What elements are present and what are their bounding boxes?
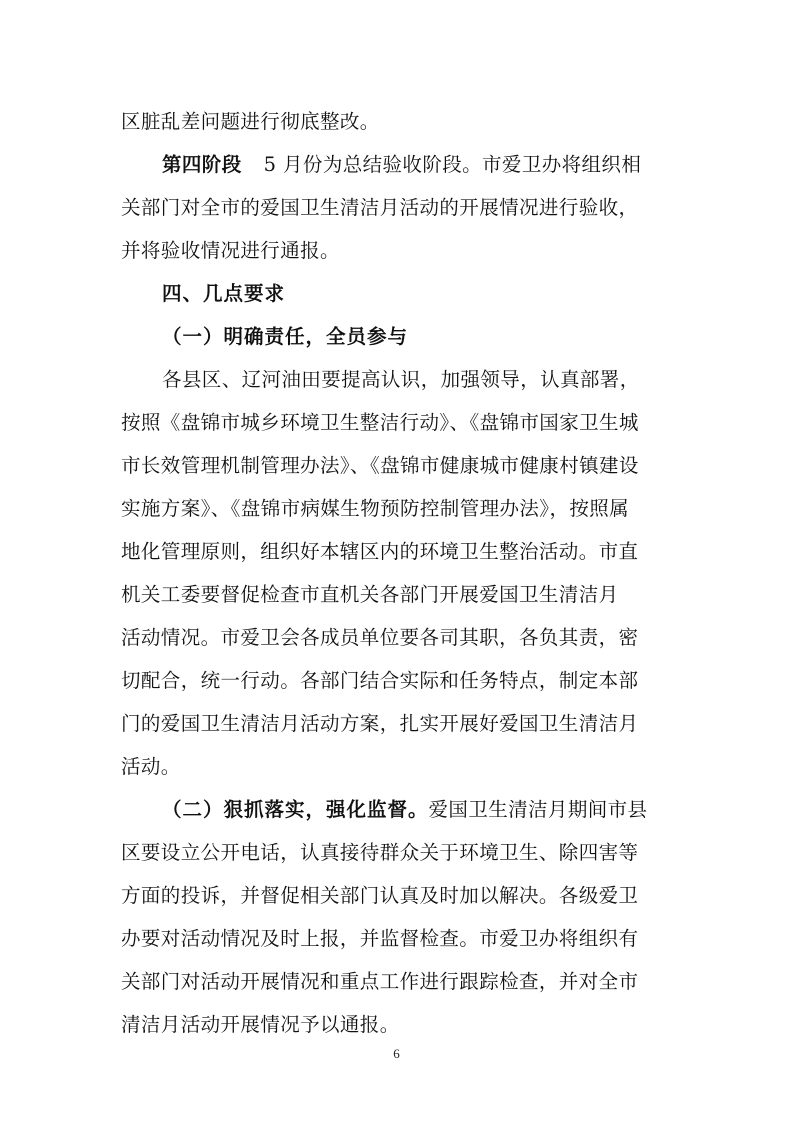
body-text: 切配合，统一行动。各部门结合实际和任务特点，制定本部 — [121, 669, 639, 692]
body-text: 办要对活动情况及时上报，并监督检查。市爱卫办将组织有 — [121, 927, 639, 950]
body-line — [121, 239, 681, 263]
body-line — [162, 798, 722, 822]
body-line — [121, 1013, 681, 1037]
stage-four-line — [162, 153, 722, 177]
body-line — [121, 540, 681, 564]
body-text: 爱国卫生清洁月期间市县 — [428, 798, 648, 821]
body-text: 5 月份为总结验收阶段。市爱卫办将组织相 — [263, 153, 642, 176]
section-heading — [162, 282, 722, 306]
subsection-heading — [162, 325, 722, 349]
body-line — [121, 669, 681, 693]
body-line — [121, 411, 681, 435]
body-text: 活动情况。市爱卫会各成员单位要各司其职，各负其责，密 — [121, 626, 639, 649]
body-text: 区要设立公开电话，认真接待群众关于环境卫生、除四害等 — [121, 841, 639, 864]
body-line — [121, 927, 681, 951]
body-text: 区脏乱差问题进行彻底整改。 — [121, 110, 380, 133]
body-text: 方面的投诉，并督促相关部门认真及时加以解决。各级爱卫 — [121, 884, 639, 907]
body-text: 各县区、辽河油田要提高认识，加强领导，认真部署， — [162, 368, 640, 391]
body-text: 市长效管理机制管理办法》、《盘锦市健康城市健康村镇建设 — [121, 454, 639, 477]
body-text: 并将验收情况进行通报。 — [121, 239, 340, 262]
body-line — [121, 196, 681, 220]
body-text: 门的爱国卫生清洁月活动方案，扎实开展好爱国卫生清洁月 — [121, 712, 639, 735]
subsection-lead: （二）狠抓落实，强化监督。 — [162, 798, 429, 821]
body-line — [121, 884, 681, 908]
body-line — [121, 497, 681, 521]
body-line — [121, 454, 681, 478]
body-line — [121, 712, 681, 736]
stage-four-label: 第四阶段 — [162, 153, 242, 176]
body-text: 按照《盘锦市城乡环境卫生整洁行动》、《盘锦市国家卫生城 — [121, 411, 639, 434]
body-line — [121, 110, 681, 134]
body-line — [121, 583, 681, 607]
body-line — [162, 368, 722, 392]
body-text: 机关工委要督促检查市直机关各部门开展爱国卫生清洁月 — [121, 583, 619, 606]
body-text: 活动。 — [121, 755, 181, 778]
body-line — [121, 841, 681, 865]
body-line — [121, 626, 681, 650]
body-line — [121, 970, 681, 994]
body-text: 关部门对活动开展情况和重点工作进行跟踪检查，并对全市 — [121, 970, 639, 993]
section-heading-text: 四、几点要求 — [162, 282, 286, 305]
body-text: 实施方案》、《盘锦市病媒生物预防控制管理办法》，按照属 — [121, 497, 630, 520]
body-text: 关部门对全市的爱国卫生清洁月活动的开展情况进行验收， — [121, 196, 639, 219]
page-number: 6 — [393, 1046, 400, 1061]
body-line — [121, 755, 681, 779]
subsection-heading-text: （一）明确责任，全员参与 — [162, 325, 409, 348]
body-text: 清洁月活动开展情况予以通报。 — [121, 1013, 400, 1036]
body-text: 地化管理原则，组织好本辖区内的环境卫生整治活动。市直 — [121, 540, 639, 563]
